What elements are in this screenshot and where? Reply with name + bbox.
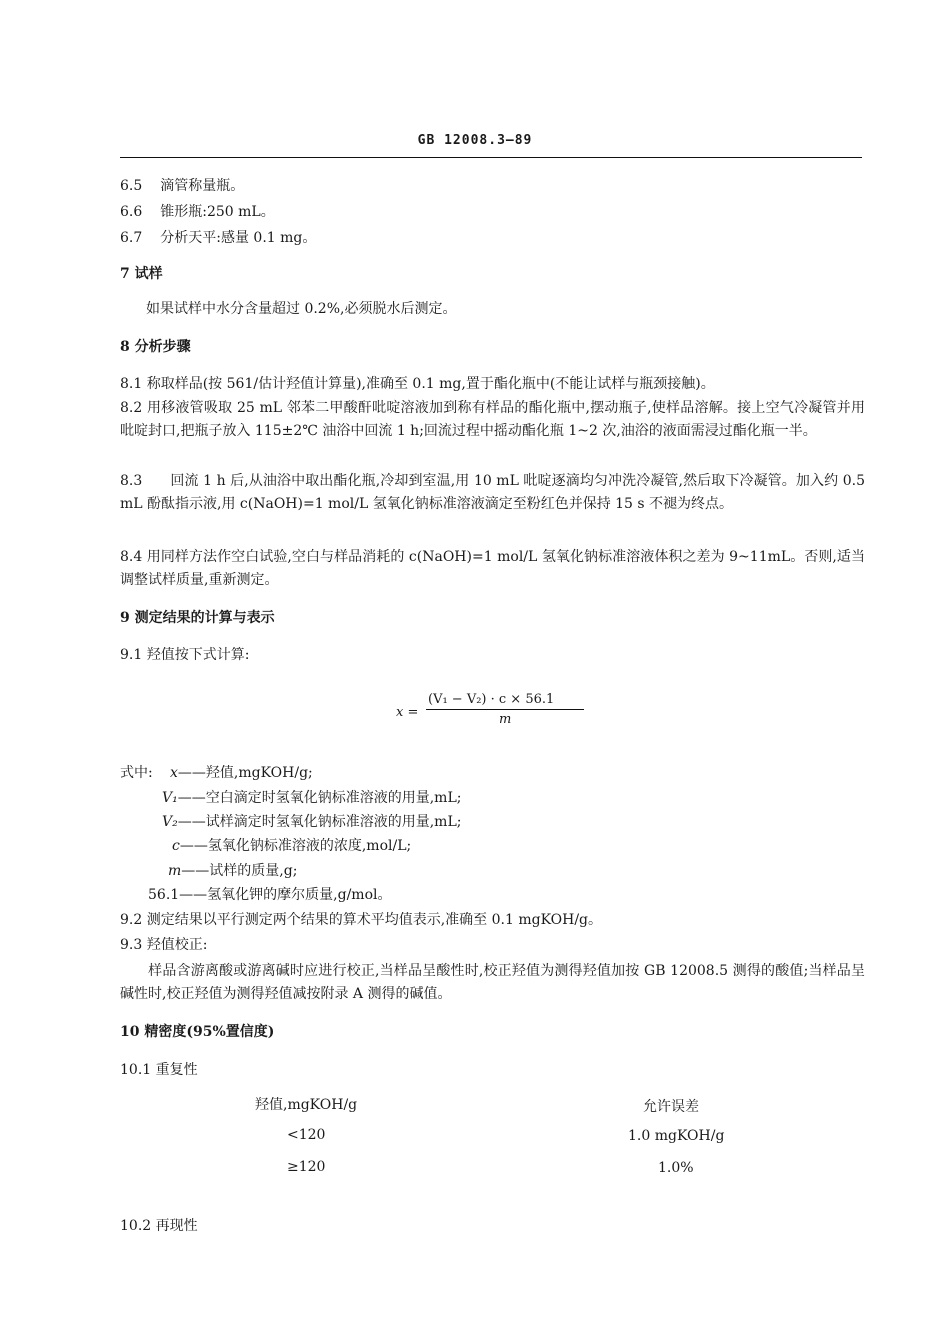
var-symbol: m: [168, 863, 182, 879]
para-8-3: [120, 470, 865, 516]
table-header-tolerance: 允许误差: [643, 1099, 699, 1115]
var-symbol: V₁: [162, 790, 178, 806]
item-6-5: [120, 177, 244, 195]
formula-lhs: x =: [396, 705, 419, 720]
var-row: [168, 862, 297, 880]
var-row: [170, 764, 313, 782]
item-number: 6.6: [120, 204, 143, 220]
var-symbol: V₂: [162, 814, 178, 830]
var-row: [172, 837, 411, 855]
para-9-3: 9.3 羟值校正:: [120, 937, 208, 953]
section-10-heading: 10 精密度(95%置信度): [120, 1024, 275, 1040]
item-text: 滴管称量瓶。: [160, 178, 245, 194]
var-symbol: 56.1: [148, 887, 180, 903]
table-cell: 1.0%: [658, 1160, 694, 1176]
formula-numerator: (V₁ − V₂) · c × 56.1: [428, 692, 555, 707]
var-desc: ——空白滴定时氢氧化钠标准溶液的用量,mL;: [177, 790, 462, 806]
para-text: 回流 1 h 后,从油浴中取出酯化瓶,冷却到室温,用 10 mL 吡啶逐滴均匀冲洗冷凝管,然后取下冷凝管。加入约 0.5 mL 酚酞指示液,用 c(NaOH)=1 mol/L 氢氧化钠标准溶液滴定至粉红色并保持 15 s 不褪为终点。: [120, 473, 865, 512]
var-desc: ——试样滴定时氢氧化钠标准溶液的用量,mL;: [177, 814, 462, 830]
subsection-10-1: 10.1 重复性: [120, 1062, 198, 1078]
var-row: [162, 789, 461, 807]
para-number: 8.3: [120, 473, 143, 489]
item-6-7: [120, 229, 316, 247]
para-text: 样品含游离酸或游离碱时应进行校正,当样品呈酸性时,校正羟值为测得羟值加按 GB 12008.5 测得的酸值;当样品呈碱性时,校正羟值为测得羟值减按附录 A 测得的碱值。: [120, 963, 865, 1002]
section-8-heading: 8 分析步骤: [120, 339, 191, 355]
item-number: 6.5: [120, 178, 143, 194]
para-9-2: 9.2 测定结果以平行测定两个结果的算术平均值表示,准确至 0.1 mgKOH/g。: [120, 912, 603, 928]
where-label: 式中:: [120, 765, 153, 781]
formula-denominator: m: [499, 712, 512, 727]
var-desc: ——氢氧化钾的摩尔质量,g/mol。: [179, 887, 392, 903]
table-cell: ≥120: [287, 1159, 326, 1175]
item-number: 6.7: [120, 230, 143, 246]
section-9-heading: 9 测定结果的计算与表示: [120, 610, 275, 626]
table-header-hydroxyl: 羟值,mgKOH/g: [255, 1097, 358, 1113]
var-desc: ——氢氧化钠标准溶液的浓度,mol/L;: [179, 838, 412, 854]
para-8-1: 8.1 称取样品(按 561/估计羟值计算量),准确至 0.1 mg,置于酯化瓶中(不能让试样与瓶颈接触)。: [120, 376, 715, 392]
section-7-heading: 7 试样: [120, 266, 163, 282]
table-cell: 1.0 mgKOH/g: [628, 1128, 725, 1144]
var-desc: ——试样的质量,g;: [181, 863, 298, 879]
fraction-bar: [426, 709, 584, 710]
item-6-6: [120, 203, 275, 221]
var-desc: ——羟值,mgKOH/g;: [177, 765, 313, 781]
table-cell: <120: [287, 1127, 326, 1143]
para-9-3-body: [120, 960, 865, 1006]
var-symbol: c: [172, 838, 180, 854]
item-text: 锥形瓶:250 mL。: [160, 204, 275, 220]
header-rule: [120, 157, 862, 158]
para-8-4: 8.4 用同样方法作空白试验,空白与样品消耗的 c(NaOH)=1 mol/L 氢氧化钠标准溶液体积之差为 9~11mL。否则,适当调整试样质量,重新测定。: [120, 549, 865, 588]
subsection-10-2: 10.2 再现性: [120, 1218, 198, 1234]
var-symbol: x: [170, 765, 178, 781]
var-row: [148, 886, 391, 904]
para-9-1: 9.1 羟值按下式计算:: [120, 647, 250, 663]
section-7-body: 如果试样中水分含量超过 0.2%,必须脱水后测定。: [146, 301, 457, 317]
var-row: [162, 813, 461, 831]
item-text: 分析天平:感量 0.1 mg。: [160, 230, 317, 246]
document-header: GB 12008.3—89: [417, 133, 533, 148]
para-8-2: 8.2 用移液管吸取 25 mL 邻苯二甲酸酐吡啶溶液加到称有样品的酯化瓶中,摆动瓶子,使样品溶解。接上空气冷凝管并用吡啶封口,把瓶子放入 115±2℃ 油浴中回流 1 h;回流过程中摇动酯化瓶 1~2 次,油浴的液面需浸过酯化瓶一半。: [120, 400, 865, 439]
